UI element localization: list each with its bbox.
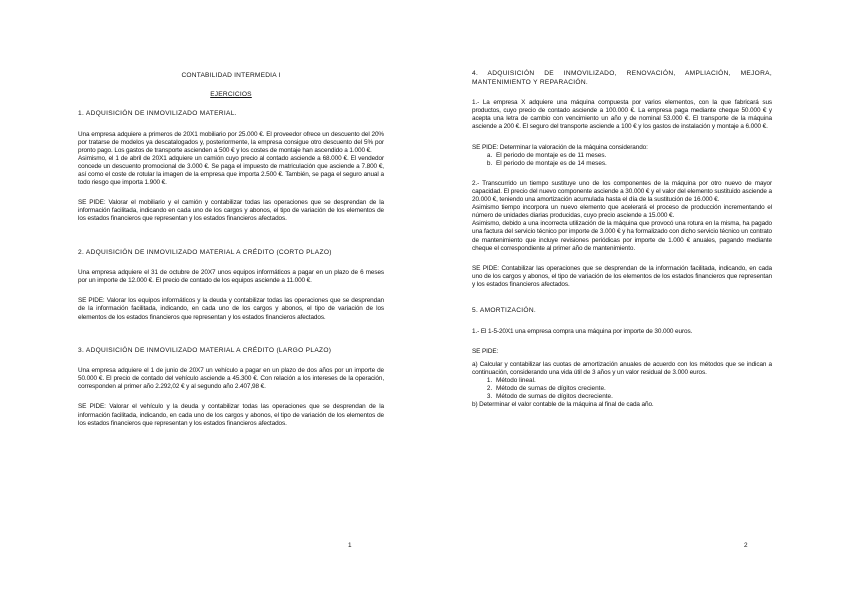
page-2 <box>424 0 848 599</box>
section-4-task-1: SE PIDE: Determinar la valoración de la máquina considerando: <box>472 143 648 151</box>
section-5-heading: 5. AMORTIZACIÓN. <box>472 306 537 314</box>
section-4-heading: 4. ADQUISICIÓN DE INMOVILIZADO, RENOVACIÓN, AMPLIACIÓN, MEJORA, MANTENIMIENTO Y REPARACIÓN. <box>472 70 772 86</box>
section-5-task-label: SE PIDE: <box>472 347 499 355</box>
section-5-item-b: b) Determinar el valor contable de la máquina al final de cada año. <box>472 401 654 409</box>
section-4-option-a: a. El periodo de montaje es de 11 meses. <box>494 152 772 160</box>
section-2-task: SE PIDE: Valorar los equipos informáticos y la deuda y contabilizar todas las operaciones que se desprendan de la información facilitada, indicando, en cada uno de los cargos y abonos, el tipo de variación de los elementos de los estados financieros que representan y los estados financieros afectados. <box>78 297 384 321</box>
document-title: CONTABILIDAD INTERMEDIA I <box>181 72 281 79</box>
section-1-heading: 1. ADQUISICIÓN DE INMOVILIZADO MATERIAL. <box>78 110 237 117</box>
section-1-task: SE PIDE: Valorar el mobiliario y el camión y contabilizar todas las operaciones que se desprendan de la información facilitada, indicando en cada uno de los cargos y abonos, el tipo de variación de los elementos de los estados financieros que representan y los estados financieros afectados. <box>78 199 384 223</box>
section-1-paragraph-1: Una empresa adquiere a primeros de 20X1 mobiliario por 25.000 €. El proveedor ofrece un descuento del 20% por tratarse de modelos ya descatalogados y, posteriormente, la empresa consigue otro descuento del 5% por pronto pago. Los gastos de transporte ascienden a 500 € y los costes de montaje han ascendido a 1.000 €. <box>78 130 384 154</box>
page-number-2: 2 <box>744 542 748 549</box>
section-4-paragraph-1: 1.- La empresa X adquiere una máquina compuesta por varios elementos, con la que fabricará sus productos, cuyo precio de contado asciende a 100.000 €. La empresa paga mediante cheque 50.000 € y acepta una letra de cambio con vencimiento un año y de nominal 53.000 €. El transporte de la máquina asciende a 200 €. El seguro del transporte asciende a 100 € y los gastos de instalación y montaje a 6.000 €. <box>472 99 772 131</box>
section-2-paragraph-1: Una empresa adquiere el 31 de octubre de 20X7 unos equipos informáticos a pagar en un plazo de 6 meses por un importe de 12.000 €. El precio de contado de los equipos asciende a 11.000 €. <box>78 269 384 285</box>
section-5-method-2: 2. Método de sumas de dígitos creciente. <box>494 385 772 393</box>
section-1-paragraph-2: Asimismo, el 1 de abril de 20X1 adquiere un camión cuyo precio al contado asciende a 68.000 €. El vendedor concede un descuento promocional de 3.000 €. Se paga el impuesto de matriculación que asciende a 7.800 €, así como el coste de rotular la imagen de la empresa que importa 2.500 €. También, se paga el seguro anual a todo riesgo que importa 1.900 €. <box>78 154 384 187</box>
section-4-options <box>472 152 772 168</box>
section-4-option-b: b. El periodo de montaje es de 14 meses. <box>494 160 772 168</box>
section-2-heading: 2. ADQUISICIÓN DE INMOVILIZADO MATERIAL A CRÉDITO (CORTO PLAZO) <box>78 248 332 256</box>
section-4-paragraph-4: Asimismo, debido a una incorrecta utilización de la máquina que provocó una rotura en la misma, ha pagado una factura del servicio técnico por importe de 3.000 € y ha formalizado con dicho servicio técnico un contrato de mantenimiento que incluye revisiones periódicas por importe de 1.000 € anuales, pagando mediante cheque el correspondiente al primer año de mantenimiento. <box>472 220 772 252</box>
section-4-task-2: SE PIDE: Contabilizar las operaciones que se desprendan de la información facilitada, indicando, en cada uno de los cargos y abonos, el tipo de variación de los elementos de los estados financieros que representan y los estados financieros afectados. <box>472 264 772 288</box>
section-5-method-1: 1. Método lineal. <box>494 377 772 385</box>
section-5-item-a: a) Calcular y contabilizar las cuotas de amortización anuales de acuerdo con los métodos que se indican a continuación, considerando una vida útil de 3 años y un valor residual de 3.000 euros. <box>472 360 772 376</box>
section-4-paragraph-2: 2.- Transcurrido un tiempo sustituye uno de los componentes de la máquina por otro nuevo de mayor capacidad. El precio del nuevo componente asciende a 30.000 € y el valor del elemento sustituido asciende a 20.000 €, teniendo una amortización acumulada hasta el día de la sustitución de 16.000 €. <box>472 179 772 204</box>
section-5-method-3: 3. Método de sumas de dígitos decreciente. <box>494 393 772 401</box>
section-3-paragraph-1: Una empresa adquiere el 1 de junio de 20X7 un vehículo a pagar en un plazo de dos años por un importe de 50.000 €. El precio de contado del vehículo asciende a 45.300 €. Con relación a los intereses de la operación, corresponden al primer año 2.292,02 € y al segundo año 2.407,98 €. <box>78 367 384 391</box>
section-3-task: SE PIDE: Valorar el vehículo y la deuda y contabilizar todas las operaciones que se desprendan de la información facilitada, indicando, en cada uno de los cargos y abonos, el tipo de variación de los elementos de los estados financieros que representan y los estados financieros afectados. <box>78 403 384 427</box>
page-number-1: 1 <box>348 542 352 549</box>
section-4-paragraph-3: Asimismo tiempo incorpora un nuevo elemento que acelerará el proceso de producción incrementando el número de unidades diarias producidas, cuyo precio asciende a 15.000 €. <box>472 204 772 220</box>
section-5-paragraph-1: 1.- El 1-5-20X1 una empresa compra una máquina por importe de 30.000 euros. <box>472 327 693 335</box>
document-subtitle: EJERCICIOS <box>210 91 252 98</box>
section-3-heading: 3. ADQUISICIÓN DE INMOVILIZADO MATERIAL A CRÉDITO (LARGO PLAZO) <box>78 346 332 354</box>
section-5-methods <box>472 377 772 401</box>
